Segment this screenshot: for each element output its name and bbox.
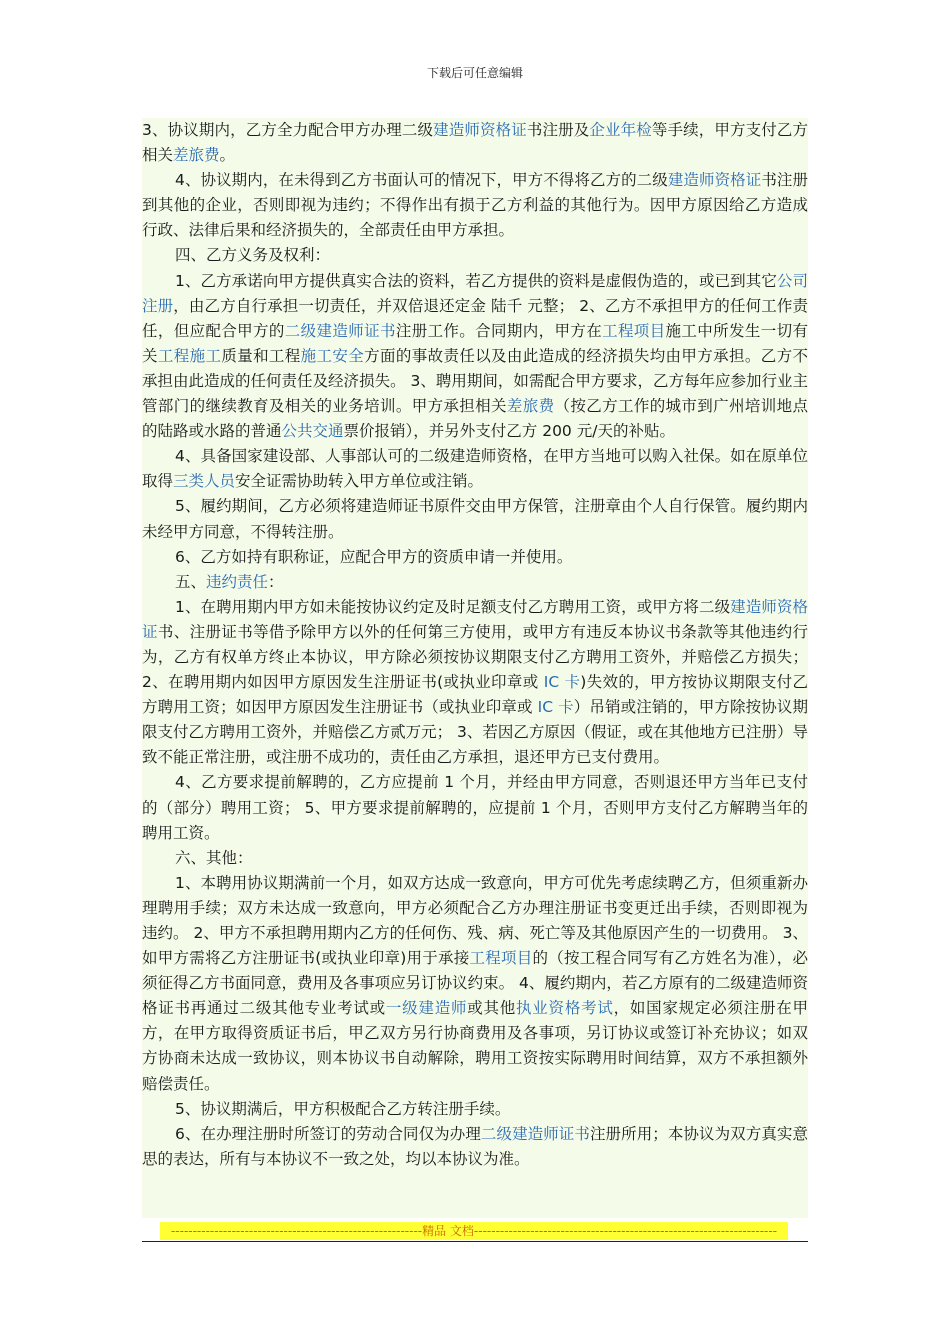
paragraph <box>142 595 808 771</box>
paragraph <box>142 444 808 494</box>
inline-link[interactable]: 执业资格考试 <box>516 999 614 1018</box>
inline-link[interactable]: 建造师资格证 <box>667 171 762 190</box>
paragraph <box>142 770 808 845</box>
paragraph-text: 书注册到其他的企业，否则即视为违约；不得作出有损于乙方利益的其他行为。因甲方原因给乙方造成行政、法律后果和经济损失的，全部责任由甲方承担。 <box>142 171 808 240</box>
paragraph <box>142 243 808 268</box>
inline-link[interactable]: 公司注册 <box>142 271 808 315</box>
paragraph-text: 或其他 <box>467 999 517 1018</box>
inline-link[interactable]: 工程项目 <box>469 949 533 968</box>
footer-watermark: ----------------------------------------------------------精品 文档---------------------------------------------------------------------- <box>160 1222 788 1240</box>
paragraph-text: )失效的，甲方按协议期限支付乙方聘用工资；如因甲方原因发生注册证书（或执业印章或 <box>142 673 808 717</box>
inline-link[interactable]: 工程项目 <box>602 321 666 340</box>
paragraph-text: 书、注册证书等借予除甲方以外的任何第三方使用，或甲方有违反本协议书条款等其他违约行为，乙方有权单方终止本协议，甲方除必须按协议期限支付乙方聘用工资外，并赔偿乙方损失； 2、在聘用期内如因甲方原因发生注册证书(或执业印章或 <box>142 622 808 692</box>
paragraph-text: 等手续，甲方支付乙方相关 <box>142 121 808 165</box>
paragraph-text: 6、在办理注册时所签订的劳动合同仅为办理 <box>175 1124 481 1143</box>
paragraph-text: 安全证需协助转入甲方单位或注销。 <box>235 472 484 491</box>
paragraph <box>142 846 808 871</box>
inline-link[interactable]: 差旅费 <box>506 397 555 416</box>
paragraph <box>142 494 808 544</box>
inline-link[interactable]: IC 卡 <box>537 698 574 717</box>
inline-link[interactable]: 二级建造师证书 <box>284 321 396 340</box>
paragraph-text: 六、其他： <box>175 848 253 867</box>
inline-link[interactable]: 施工安全 <box>300 346 365 365</box>
paragraph <box>142 545 808 570</box>
paragraph-text: 施工中所发生一切有关 <box>142 321 808 365</box>
paragraph <box>142 269 808 445</box>
paragraph-text: 1、乙方承诺向甲方提供真实合法的资料，若乙方提供的资料是虚假伪造的，或已到其它 <box>175 271 777 290</box>
paragraph-text: 6、乙方如持有职称证，应配合甲方的资质申请一并使用。 <box>175 547 573 566</box>
paragraph <box>142 871 808 1097</box>
inline-link[interactable]: IC 卡 <box>543 673 581 692</box>
inline-link[interactable]: 建造师资格证 <box>142 597 808 641</box>
paragraph-text: ： <box>268 572 284 591</box>
inline-link[interactable]: 公共交通 <box>281 422 344 441</box>
paragraph <box>142 168 808 243</box>
paragraph-text: 4、具备国家建设部、人事部认可的二级建造师资格，在甲方当地可以购入社保。如在原单位取得 <box>142 447 808 491</box>
document-body <box>142 118 808 1218</box>
inline-link[interactable]: 三类人员 <box>173 472 236 491</box>
paragraph <box>142 1122 808 1172</box>
paragraph-text: 书注册及 <box>526 121 590 139</box>
page-header: 下载后可任意编辑 <box>426 66 523 80</box>
paragraph-text: 票价报销），并另外支付乙方 200 元/天的补贴。 <box>343 422 675 441</box>
paragraph-text: 质量和工程 <box>221 346 301 365</box>
paragraph-text: 四、乙方义务及权利： <box>175 246 331 265</box>
paragraph-text: 3、协议期内，乙方全力配合甲方办理二级 <box>142 121 434 139</box>
paragraph-text: 5、协议期满后，甲方积极配合乙方转注册手续。 <box>175 1099 511 1118</box>
paragraph-text: 4、乙方要求提前解聘的，乙方应提前 1 个月，并经由甲方同意，否则退还甲方当年已支付的（部分）聘用工资； 5、甲方要求提前解聘的，应提前 1 个月，否则甲方支付乙方解聘当年的聘用工资。 <box>142 773 808 842</box>
paragraph <box>142 1097 808 1122</box>
paragraph-text: 1、本聘用协议期满前一个月，如双方达成一致意向，甲方可优先考虑续聘乙方，但须重新办理聘用手续；双方未达成一致意向，甲方必须配合乙方办理注册证书变更迁出手续，否则即视为违约。 2、甲方不承担聘用期内乙方的任何伤、残、病、死亡等及其他原因产生的一切费用。 3、如甲方需将乙方注册证书(或执业印章)用于承接 <box>142 873 808 968</box>
inline-link[interactable]: 建造师资格证 <box>433 121 527 139</box>
paragraph-text: 注册工作。合同期内，甲方在 <box>395 321 603 340</box>
paragraph-text: ，由乙方自行承担一切责任，并双倍退还定金 陆千 元整； 2、乙方不承担甲方的任何工作责任，但应配合甲方的 <box>142 296 808 340</box>
inline-link[interactable]: 违约责任 <box>206 572 269 591</box>
paragraph-text: 的（按工程合同写有乙方姓名为准），必须征得乙方书面同意，费用及各事项应另订协议约束。 4、履约期内，若乙方原有的二级建造师资格证书再通过二级其他专业考试或 <box>142 949 808 1018</box>
inline-link[interactable]: 二级建造师证书 <box>480 1124 590 1143</box>
paragraph-text: 方面的事故责任以及由此造成的经济损失均由甲方承担。乙方不承担由此造成的任何责任及经济损失。 3、聘用期间，如需配合甲方要求，乙方每年应参加行业主管部门的继续教育及相关的业务培训。甲方承担相关 <box>142 346 808 416</box>
inline-link[interactable]: 一级建造师 <box>385 999 468 1018</box>
paragraph-text: 五、 <box>175 572 207 591</box>
paragraph-text: 4、协议期内，在未得到乙方书面认可的情况下，甲方不得将乙方的二级 <box>175 171 668 190</box>
paragraph <box>142 118 808 168</box>
footer-divider <box>142 1241 808 1242</box>
paragraph-text: 注册所用；本协议为双方真实意思的表达，所有与本协议不一致之处，均以本协议为准。 <box>142 1124 808 1168</box>
paragraph-text: ）吊销或注销的，甲方除按协议期限支付乙方聘用工资外，并赔偿乙方贰万元； 3、若因乙方原因（假证，或在其他地方已注册）导致不能正常注册，或注册不成功的，责任由乙方承担，退还甲方已支付费用。 <box>142 698 808 767</box>
paragraph-text: （按乙方工作的城市到广州培训地点的陆路或水路的普通 <box>142 397 808 441</box>
paragraph-text: ，如国家规定必须注册在甲方，在甲方取得资质证书后，甲乙双方另行协商费用及各事项，另订协议或签订补充协议；如双方协商未达成一致协议，则本协议书自动解除，聘用工资按实际聘用时间结算，双方不承担额外赔偿责任。 <box>142 999 808 1093</box>
paragraph-text: 。 <box>219 146 236 165</box>
inline-link[interactable]: 工程施工 <box>157 346 222 365</box>
paragraph <box>142 570 808 595</box>
paragraph-text: 1、在聘用期内甲方如未能按协议约定及时足额支付乙方聘用工资，或甲方将二级 <box>175 597 731 616</box>
paragraph-text: 5、履约期间，乙方必须将建造师证书原件交由甲方保管，注册章由个人自行保管。履约期内未经甲方同意，不得转注册。 <box>142 497 808 541</box>
inline-link[interactable]: 差旅费 <box>173 146 220 165</box>
inline-link[interactable]: 企业年检 <box>589 121 652 139</box>
